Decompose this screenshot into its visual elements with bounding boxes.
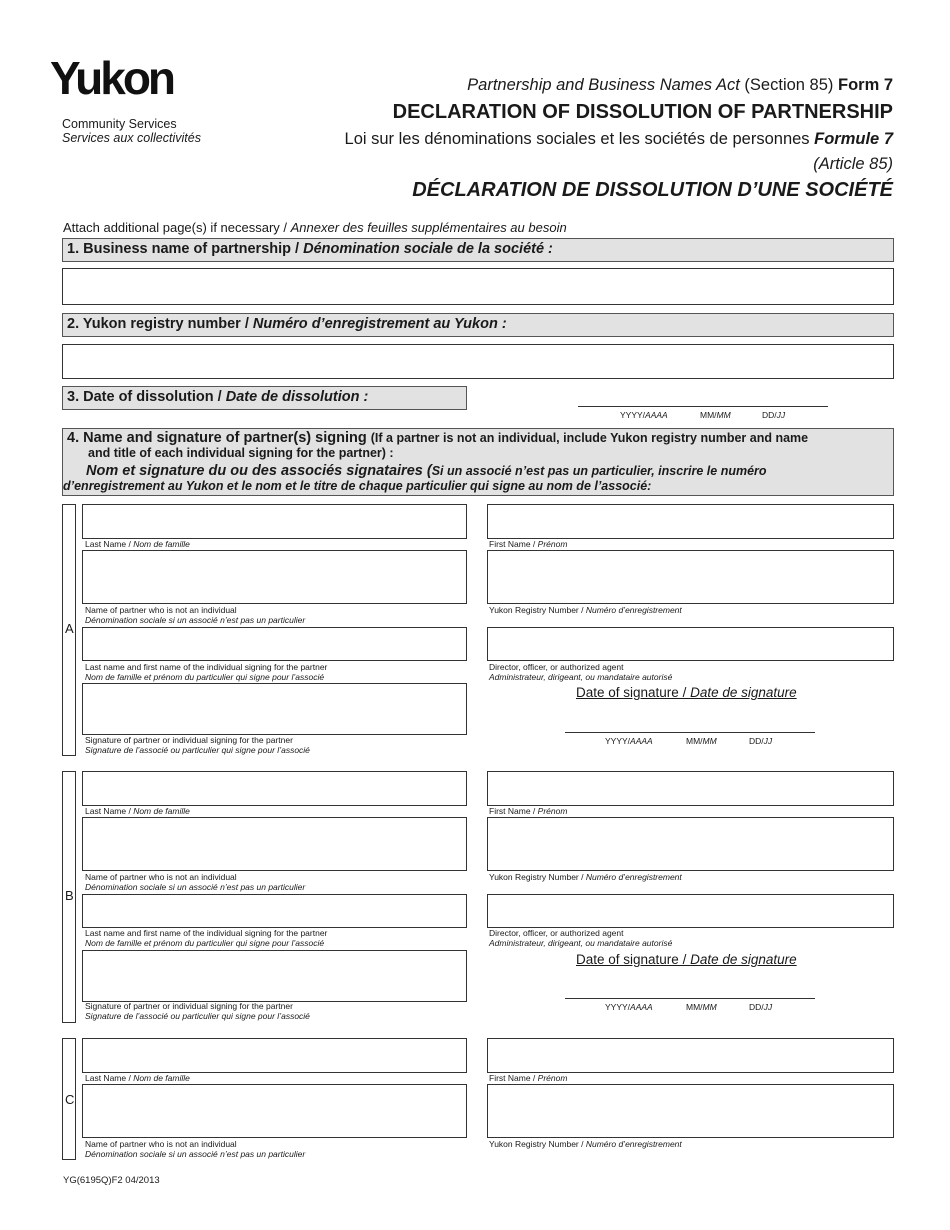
date-line — [578, 406, 828, 407]
partner-a-last-name-label: Last Name / Nom de famille — [85, 539, 190, 549]
title-fr: DÉCLARATION DE DISSOLUTION D’UNE SOCIÉTÉ — [412, 179, 893, 201]
partner-c-nonindividual-label: Name of partner who is not an individual Dénomination sociale si un associé n’est pas un particulier — [85, 1139, 306, 1159]
section-2-en: 2. Yukon registry number / — [67, 316, 253, 332]
section-1-header — [62, 238, 894, 262]
attach-en: Attach additional page(s) if necessary / — [63, 220, 291, 235]
partner-a-signature-label: Signature of partner or individual signing for the partner Signature de l’associé ou particulier qui signe pour l’associé — [85, 735, 310, 755]
partner-a-individual-label: Last name and first name of the individual signing for the partner Nom de famille et prénom du particulier qui signe pour l’associé — [85, 662, 328, 682]
section-2-fr: Numéro d’enregistrement au Yukon : — [252, 316, 507, 332]
partner-b-signature-label: Signature of partner or individual signing for the partner Signature de l’associé ou particulier qui signe pour l’associé — [85, 1001, 310, 1021]
article-number: (Article 85) — [813, 155, 893, 173]
date-year-label: YYYY/AAAA — [605, 1002, 653, 1012]
partner-a-date-of-signature-label: Date of signature / Date de signature — [576, 685, 797, 700]
date-year-label: YYYY/AAAA — [605, 736, 653, 746]
partner-a-director-label: Director, officer, or authorized agent Administrateur, dirigeant, ou mandataire autorisé — [489, 662, 673, 682]
section-4-line1: 4. Name and signature of partner(s) signing (If a partner is not an individual, include Yukon registry number and name — [67, 430, 809, 446]
partner-a-side — [62, 504, 76, 756]
partner-c-first-name-field[interactable] — [487, 1038, 894, 1073]
partner-a-first-name-field[interactable] — [487, 504, 894, 539]
partner-a-first-name-label: First Name / Prénom — [489, 539, 568, 549]
partner-b-letter: B — [65, 888, 74, 903]
act-section: (Section 85) — [739, 76, 838, 94]
logo-dept-en: Community Services — [62, 117, 177, 131]
partner-a-director-field[interactable] — [487, 627, 894, 661]
section-1-en: 1. Business name of partnership / — [67, 241, 304, 257]
partner-c-registry-label: Yukon Registry Number / Numéro d’enregistrement — [489, 1139, 682, 1149]
header-act-line — [467, 77, 893, 94]
partner-b-date-of-signature-label: Date of signature / Date de signature — [576, 952, 797, 967]
date-month-label: MM/MM — [686, 1002, 717, 1012]
date-day-label: DD/JJ — [749, 736, 773, 746]
attach-note — [63, 220, 567, 235]
form-code: YG(6195Q)F2 04/2013 — [63, 1175, 160, 1186]
partner-a-last-name-field[interactable] — [82, 504, 467, 539]
section-3-header — [62, 386, 467, 410]
partner-c-nonindividual-field[interactable] — [82, 1084, 467, 1138]
section-2-header — [62, 313, 894, 337]
partner-b-first-name-field[interactable] — [487, 771, 894, 806]
header-loi-line — [345, 131, 893, 148]
partner-c-side — [62, 1038, 76, 1160]
partner-a-signature-field[interactable] — [82, 683, 467, 735]
section-4-line2: and title of each individual signing for the partner) : — [88, 446, 394, 460]
form-number: Form 7 — [837, 76, 893, 94]
loi-name: Loi sur les dénominations sociales et les sociétés de personnes — [344, 130, 815, 148]
partner-b-signature-field[interactable] — [82, 950, 467, 1002]
partner-c-letter: C — [65, 1092, 75, 1107]
section-4-line3: Nom et signature du ou des associés signataires (Si un associé n’est pas un particulier, inscrire le numéro — [86, 463, 767, 479]
partner-a-nonindividual-field[interactable] — [82, 550, 467, 604]
date-line — [565, 998, 815, 999]
partner-a-registry-field[interactable] — [487, 550, 894, 604]
partner-b-last-name-label: Last Name / Nom de famille — [85, 806, 190, 816]
date-month-label: MM/MM — [700, 410, 731, 420]
section-3-en: 3. Date of dissolution / — [67, 389, 226, 405]
title-en: DECLARATION OF DISSOLUTION OF PARTNERSHIP — [392, 101, 893, 123]
date-year-label: YYYY/AAAA — [620, 410, 668, 420]
act-name: Partnership and Business Names Act — [467, 76, 740, 94]
attach-fr: Annexer des feuilles supplémentaires au besoin — [290, 220, 567, 235]
date-day-label: DD/JJ — [749, 1002, 773, 1012]
section-4-header — [62, 428, 894, 496]
partner-b-individual-label: Last name and first name of the individual signing for the partner Nom de famille et prénom du particulier qui signe pour l’associé — [85, 928, 328, 948]
business-name-field[interactable] — [62, 268, 894, 305]
partner-b-individual-field[interactable] — [82, 894, 467, 928]
date-line — [565, 732, 815, 733]
partner-b-director-field[interactable] — [487, 894, 894, 928]
formule-number: Formule 7 — [814, 130, 893, 148]
section-3-fr: Date de dissolution : — [225, 389, 369, 405]
partner-a-letter: A — [65, 621, 74, 636]
partner-a-signature-date-field[interactable] — [565, 732, 815, 752]
date-day-label: DD/JJ — [762, 410, 786, 420]
partner-a-nonindividual-label: Name of partner who is not an individual Dénomination sociale si un associé n’est pas un particulier — [85, 605, 306, 625]
partner-b-registry-field[interactable] — [487, 817, 894, 871]
partner-b-nonindividual-label: Name of partner who is not an individual Dénomination sociale si un associé n’est pas un particulier — [85, 872, 306, 892]
partner-c-first-name-label: First Name / Prénom — [489, 1073, 568, 1083]
partner-b-registry-label: Yukon Registry Number / Numéro d’enregistrement — [489, 872, 682, 882]
logo-dept-fr: Services aux collectivités — [62, 131, 201, 145]
date-month-label: MM/MM — [686, 736, 717, 746]
partner-b-director-label: Director, officer, or authorized agent Administrateur, dirigeant, ou mandataire autorisé — [489, 928, 673, 948]
section-1-fr: Dénomination sociale de la société : — [303, 241, 553, 257]
partner-a-individual-field[interactable] — [82, 627, 467, 661]
partner-c-last-name-label: Last Name / Nom de famille — [85, 1073, 190, 1083]
dissolution-date-field[interactable] — [578, 406, 828, 428]
section-4-line4: d’enregistrement au Yukon et le nom et le titre de chaque particulier qui signe au nom de l’associé: — [63, 479, 652, 493]
partner-c-registry-field[interactable] — [487, 1084, 894, 1138]
partner-a-registry-label: Yukon Registry Number / Numéro d’enregistrement — [489, 605, 682, 615]
partner-b-nonindividual-field[interactable] — [82, 817, 467, 871]
registry-number-field[interactable] — [62, 344, 894, 379]
partner-b-last-name-field[interactable] — [82, 771, 467, 806]
partner-b-signature-date-field[interactable] — [565, 998, 815, 1018]
partner-b-side — [62, 771, 76, 1023]
partner-b-first-name-label: First Name / Prénom — [489, 806, 568, 816]
yukon-logo: Yukon — [50, 52, 174, 104]
partner-c-last-name-field[interactable] — [82, 1038, 467, 1073]
